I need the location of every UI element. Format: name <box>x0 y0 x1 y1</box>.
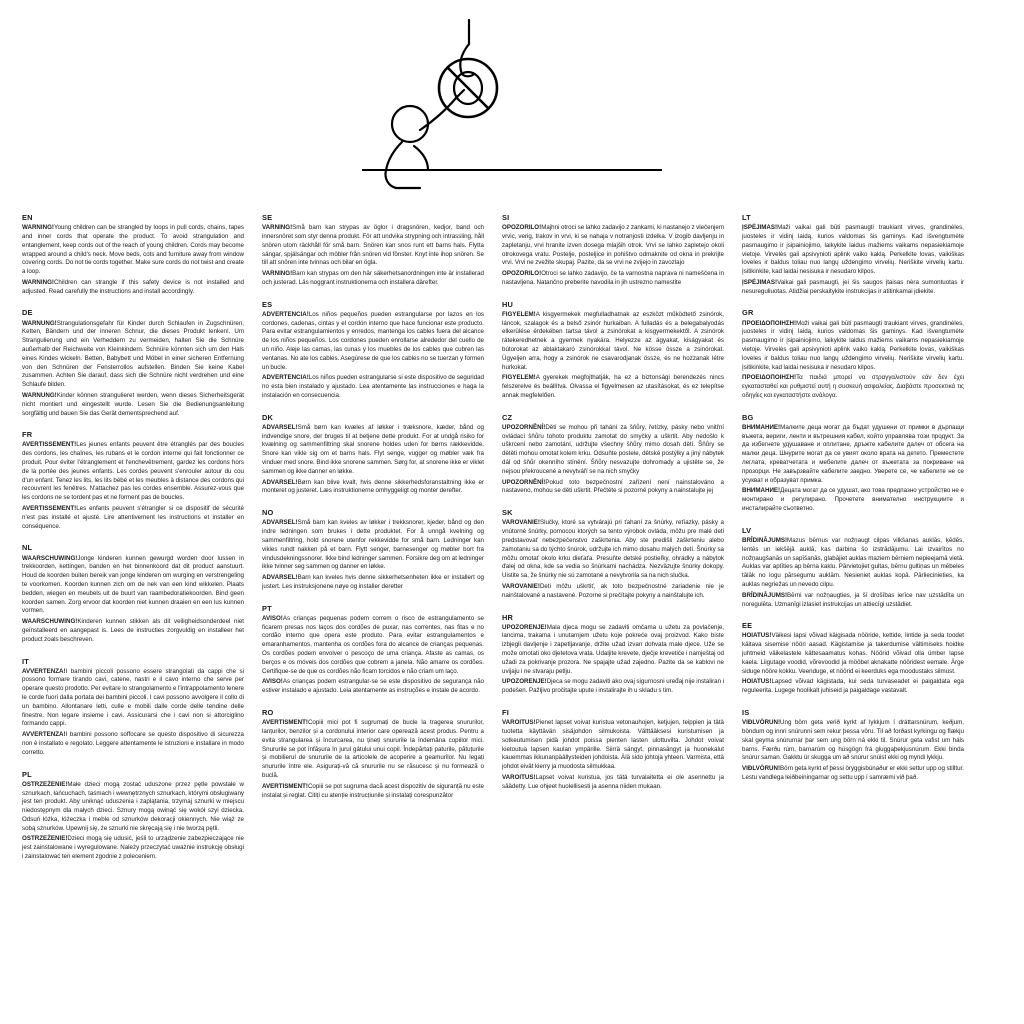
language-code: EN <box>22 213 33 222</box>
warning-body: Copiii se pot sugruma dacă acest dispozitiv de siguranță nu este instalat și reglat. Citiți cu atenție instrucțiunile și instalați corespunzător <box>262 782 484 799</box>
warning-body: Lapsed võivad kägistada, kui seda turvaseadet ei paigaldata ega reguleerita. Lugege hoolikalt juhiseid ja paigaldage vastavalt. <box>742 678 964 695</box>
language-block-es <box>262 299 484 401</box>
warning-heading: OSTRZEŻENIE! <box>22 780 68 788</box>
warning-heading: BRĪDINĀJUMS! <box>742 591 788 599</box>
warning-body: Majhni otroci se lahko zadavijo z zankami, ki nastanejo z vlečenjem vrvic, verig, trakov in vrvi, ki se nahaja v notranjosti izdelka. V izogib davljenju in zapletanju, vrvi hranite izven dosega mlajših otrok. Vrvi se lahko zapletejo okoli otrokovega vratu. Postelje, posteljice in pohištvo odmaknite od okna in prekrijte vrvi. Vrvi ne zvežite skupaj. Pazite, da se vrvi ne zvijejo in zavozlajo <box>502 224 724 267</box>
language-code: IT <box>22 656 29 666</box>
warning-body: Los niños pueden estrangularse si este dispositivo de seguridad no esta bien instalado y ajustado. Lea atentamente las instrucciones e haga la instalación en consecuencia. <box>262 374 484 399</box>
language-block-ro <box>262 707 484 800</box>
warning-body: Children can strangle if this safety device is not installed and adjusted. Read carefully the instructions and install accordingly. <box>22 278 244 295</box>
language-code: DE <box>22 308 33 318</box>
warning-body: Децата могат да се удушат, ако това предпазно устройство не е монтирано и регулирано. Прочетете внимателно инструкциите и инсталирайте съответно. <box>742 487 964 513</box>
warning-paragraph <box>742 592 964 610</box>
warning-paragraph <box>262 678 484 696</box>
warning-paragraph <box>22 392 244 418</box>
warning-heading: WAARSCHUWING! <box>22 618 78 626</box>
warning-heading: AVERTISSEMENT! <box>22 505 77 513</box>
warning-paragraph <box>22 781 244 834</box>
warning-body: Små barn kan strypas av öglor i dragsnören, kedjor, band och innersnöret som styr denna produkt. För att undvika strypning och intrassling, håll snören utom räckhåll för små barn. Snören kan snos runt ett barns hals. Flytta sängar, spjälsängar och möbler från snören vid fönster. Knyt inte ihop snören. Se till att snören inte tvinnas och bilar en ögla. <box>262 224 484 267</box>
language-block-sk <box>502 507 724 600</box>
warning-paragraph <box>742 374 964 400</box>
warning-heading: HOIATUS! <box>742 678 772 686</box>
warning-body: Pokud toto bezpečnostní zařízení není nainstalováno a nastaveno, mohou se děti uškrtit. Přečtěte si pozorně pokyny a nainstalujte jej <box>502 478 724 495</box>
language-code: EE <box>742 621 753 631</box>
warning-body: Pienet lapset voivat kuristua vetonauhojen, ketjujen, teippien ja tätä tuotetta käyttävän sisäjohdon silmukoista. Välttääksesi kuristumisen ja sotkeutumisen pidä johdot poissa pienten lasten ulottuvilta. Johdot voivat kietoutua lapsen kaulan ympärille. Siirrä sängyt, pinnasängyt ja huonekalut kauemmas ikkunanpäällysteiden johdoista. Älä sido johtoja yhteen. Varmista, että johdot eivät kierry ja muodosta silmukkaa. <box>502 719 724 771</box>
language-code: FI <box>502 708 509 718</box>
warning-body: A kisgyermekek megfulladhatnak az eszközt működtető zsinórok, láncok, szalagok és a belső zsinór hurkaiban. A fulladás és a belegabalyodás elkerülése érdekében tartsa távol a zsinórokat a kisgyermekektől. A zsinórok rátekeredhetnek a gyermek nyakára. Helyezze az ágyakat, kiságyakat és bútorokat az ablaktakaró zsinórokkal távol. Ne kösse össze a zsinórokat. Ügyeljen arra, hogy a zsinórok ne csavarodjanak össze, és ne hozzanak létre hurkokat. <box>502 310 724 371</box>
warning-heading: UPOZORNĚNÍ! <box>502 478 546 486</box>
warning-paragraph <box>22 731 244 757</box>
warning-paragraph <box>262 574 484 592</box>
warning-body: Slučky, ktoré sa vytvárajú pri ťahaní za šnúrky, reťiazky, pásky a vnútorné šnúrky, pomocou ktorých sa tento výrobok ovláda, môžu pre malé deti predstavovať nebezpečenstvo zaškrtenia. Aby ste predišli zaškrteniu alebo zamotaniu sa do týchto šnúrok, udržujte ich mimo dosahu malých detí. Šnúrky sa môžu omotať okolo krku dieťaťa. Presuňte detské postieľky, ohrádky a nábytok ďalej od okna, kde sa vedia so šnúrkami nachádza. Nezväzujte šnúrky dokopy. Uistite sa, že šnúrky nie sú zamotané a nevytvorila sa na nich slučka. <box>502 519 724 580</box>
language-block-pt <box>262 603 484 696</box>
language-block-fr <box>22 429 244 531</box>
warning-body: Kinder können strangulieret werden, wenn dieses Sicherheitsgerät nicht montiert und eingestellt wurde. Lesen Sie die Bedienungsanleitung sorgfältig und bauen Sie das Gerät dementsprechend auf. <box>22 391 244 417</box>
warning-heading: VAROVANIE! <box>502 519 540 527</box>
warning-paragraph <box>742 320 964 373</box>
language-block-it <box>22 656 244 758</box>
language-block-pl <box>22 769 244 862</box>
warning-paragraph <box>502 519 724 581</box>
warning-paragraph <box>502 374 724 400</box>
language-code: CZ <box>502 412 513 422</box>
language-code: SI <box>502 213 510 222</box>
warning-paragraph <box>742 632 964 676</box>
warning-paragraph <box>262 270 484 288</box>
warning-heading: ADVERTENCIA! <box>262 310 309 318</box>
warning-body: I bambini possono soffocare se questo dispositivo di sicurezza non è installato e regolato. Leggere attentamente le istruzioni e installare in modo corretto. <box>22 731 244 756</box>
warning-paragraph <box>262 479 484 497</box>
warning-heading: ADVARSEL! <box>262 519 298 527</box>
warning-body: Copiii mici pot fi sugrumați de bucle la tragerea snururilor, lanțurilor, benzilor și a cordonului interior care operează acest produs. Pentru a evita strangularea și încurcarea, nu țineți snururile la îndemâna copiilor mici. Snururile se pot înfășura în jurul gâtului unui copil. Îndepărtați paturile, pătuțurile și mobilierul de snururile de la articolele de acoperire a geamurilor. Nu legați snururile între ele. Asigurați-vă că snururile nu se răsucesc și nu formează o buclă. <box>262 719 484 779</box>
warning-body: As crianças podem estrangular-se se este dispositivo de segurança não estiver instalado e ajustado. Leia atentamente as instruções e instale de acordo. <box>262 678 484 695</box>
language-block-hu <box>502 299 724 401</box>
warning-paragraph <box>22 555 244 617</box>
warning-body: Young children can be strangled by loops in pull cords, chains, tapes and inner cords that operate the product. To avoid strangulation and entanglement, keep cords out of the reach of young children. Cords may become wrapped around a child's neck. Move beds, cots and furniture away from window covering cords. Do not tie cords together. Make sure cords do not twist and create a loop. <box>22 224 244 276</box>
warning-body: Jonge kinderen kunnen gewurgd worden door lussen in trekkoorden, kettingen, banden en het binnenkoord dat dit product aanstuurt. Houd de koorden buiten bereik van jonge kinderen om wurging en verstrengeling te voorkomen. Koorden kunnen zich om de nek van een kind wikkelen. Plaats bedden, wiegen en meubels uit de buurt van raambedoratiekoorden. Bind geen koorden samen. Zorg ervoor dat koorden niet kunnen draaien en een lus kunnen vormen. <box>22 554 244 615</box>
language-code: GR <box>742 308 754 318</box>
warning-body: Małe dzieci mogą zostać uduszone przez pętle powstałe w sznurkach, łańcuchach, taśmach i wewnętrznych sznurkach, którymi obsługiwany jest ten produkt. Aby uniknąć uduszenia i zaplątania, trzymaj sznurki w miejscu niedostępnym dla małych dzieci. Sznury mogą owinąć się wokół szyi dziecka. Odsuń łóżka, łóżeczka i meble od sznurków dekoracji okiennych. Nie wiąż ze sobą sznurków. Upewnij się, że sznurki nie skręcają się i nie tworzą pętli. <box>22 780 244 832</box>
warning-heading: WAARSCHUWING! <box>22 554 78 562</box>
warning-body: Τα παιδιά μπορεί να στραγγαλιστούν εάν δεν έχει εγκατασταθεί και ρυθμιστεί αυτή η συσκευή ασφαλείας. Διαβάστε προσεκτικά τις οδηγίες και εγκαταστήστε ανάλογα. <box>742 374 964 399</box>
warning-paragraph <box>502 624 724 677</box>
language-code: DK <box>262 412 274 422</box>
language-code: BG <box>742 412 754 422</box>
warning-paragraph <box>502 270 724 288</box>
warning-body: Barn kan strypas om den här säkerhetsanordningen inte är installerad och justerad. Läs noggrant instruktionerna och installera därefter. <box>262 270 484 286</box>
warning-body: Små børn kan kvæles af løkker i træksnore, kæder, bånd og indvendige snore, der bruges til at betjene dette produkt. For at undgå risiko for kvælning og sammenfiltring skal snorene holdes uden for børns rækkevidde. Snore kan vikle sig om et barns hals. Flyt senge, vugger og møbler væk fra vinduer med snore. Bind ikke snorene sammen. Sørg for, at snorene ikke er viklet sammen og ikke danner en løkke. <box>262 423 484 475</box>
warning-heading: WARNUNG! <box>22 319 57 327</box>
warning-heading: AVERTISMENT! <box>262 782 308 790</box>
child-strangulation-warning-pictogram <box>0 18 1024 203</box>
warning-column-1 <box>22 212 244 873</box>
warning-heading: ĮSPĖJIMAS! <box>742 278 778 286</box>
warning-body: Barn kan kveles hvis denne sikkerhetsenheten ikke er installert og justert. Les instruksjonene nøye og installer deretter <box>262 574 484 590</box>
warning-heading: ΠΡΟΕΙΔΟΠΟΙΗΣΗ! <box>742 374 797 382</box>
warning-paragraph <box>502 678 724 696</box>
warning-heading: VIÐLVÖRUN! <box>742 719 781 727</box>
warning-body: Deti môžu uškrtiť, ak toto bezpečnostné zariadenie nie je nainštalované a nastavené. Pozorne si prečítajte pokyny a nainštalujte ich. <box>502 582 724 599</box>
warning-body: Les enfants peuvent s'étrangler si ce dispositif de sécurité n'est pas installé et ajusté. Lire attentivement les instructions et installer en conséquence. <box>22 505 244 530</box>
warning-heading: WARNUNG! <box>22 391 57 399</box>
language-code: PT <box>262 603 272 613</box>
warning-body: Strangulationsgefahr für Kinder durch Schlaufen in Zugschnüren, Ketten, Bändern und der inneren Schnur, die dieses Produkt lenken!. Um Strangulierung und ein Verheddern zu vermeiden, halten Sie die Schnüre außerhalb der Reichweite von Kleinkindern. Schnüre könnten sich um den Hals eines Kindes wickeln. Betten, Babybett und Möbel in einer sicheren Entfernung von den Schnüren der Fensterrollos aufstellen. Binden Sie keine Kabel zusammen. Achten Sie darauf, dass sich die Schnüre nicht verdrehen und eine Schlaufe bilden. <box>22 319 244 389</box>
warning-body: Maži vaikai gali būti pasmaugti traukiant virves, grandinėles, juosteles ir vidinį laidą, kurios valdomas šis gaminys. Kad išvengtumėte pasmaugimo ir įsipainiojimo, laikykite laidus mažiems vaikams nepasiekiamoje vietoje. Virvelės gali apsivynioti aplink vaiko kaklą. Perkelkite lovas, vaikiškas loveles ir baldus toliau nuo langų uždengimo virvelių. Neriškite virvelių kartu. Įsitikinkite, kad laidai nesisuka ir nesudaro kilpos. <box>742 224 964 276</box>
warning-paragraph <box>262 224 484 268</box>
language-code: SE <box>262 213 273 222</box>
warning-heading: UPOZORENJE! <box>502 623 547 631</box>
warning-paragraph <box>262 311 484 373</box>
warning-paragraph <box>742 719 964 763</box>
warning-body: Börn geta kyrkt ef þessi öryggisbúnaður er ekki settur upp og stilltur. Lestu vandlega leiðbeiningarnar og settu upp í samræmi við það. <box>742 765 964 781</box>
warning-heading: VAROITUS! <box>502 719 536 727</box>
warning-paragraph <box>742 678 964 696</box>
warning-body: Børn kan blive kvalt, hvis denne sikkerhedsforanstaltning ikke er monteret og justeret. Læs instruktionerne omhyggeligt og monter derefter. <box>262 478 484 495</box>
language-block-lv <box>742 525 964 609</box>
language-block-fi <box>502 707 724 791</box>
warning-paragraph <box>742 224 964 277</box>
warning-heading: VAROITUS! <box>502 773 536 781</box>
warning-paragraph <box>502 424 724 477</box>
warning-heading: VIÐLVÖRUN! <box>742 765 781 773</box>
warning-heading: ADVARSEL! <box>262 423 298 431</box>
warning-column-4 <box>742 212 964 794</box>
warning-heading: AVVERTENZA! <box>22 731 66 739</box>
warning-paragraph <box>742 279 964 297</box>
language-block-nl <box>22 542 244 644</box>
warning-paragraph <box>22 441 244 503</box>
language-block-en <box>22 212 244 296</box>
warning-heading: BRĪDINĀJUMS! <box>742 536 788 544</box>
warning-heading: AVISO! <box>262 614 283 622</box>
language-code: HR <box>502 612 514 622</box>
warning-paragraph <box>22 505 244 531</box>
warning-heading: OSTRZEŻENIE! <box>22 835 68 843</box>
warning-paragraph <box>262 374 484 400</box>
language-block-cz <box>502 412 724 496</box>
warning-paragraph <box>502 311 724 373</box>
warning-paragraph <box>262 615 484 677</box>
warning-body: Väikesi lapsi võivad käigisada nööride, kettide, lintide ja seda toodet käitava sisemise nööri aasad. Kägistamise ja takerdumise vältimiseks hoidke juhtmeid väikelastele kättesaamatus kohas. Nöörid võivad olla ümber lapse kaela. Liigutage voodid, võrevoodid ja mööbel aknakatte nööridest eemale. Ärge siduge nööre kokku. Veenduge, et nöörid ei keerduks ega moodustaks silmust. <box>742 632 964 675</box>
warning-heading: FIGYELEM! <box>502 374 536 382</box>
warning-heading: VAROVANIE! <box>502 582 540 590</box>
warning-body: Los niños pequeños pueden estrangularse por lazos en los cordones, cadenas, cintas y el cordón interno que hace funcionar este producto. Para evitar estrangulamientos y enredos, mantenga los cables fuera del alcance de los niños pequeños. Los cordones pueden enrollarse alrededor del cuello de un niño. Aleje las camas, las cunas y los muebles de los cables que cubren las ventanas. No ate los cables. Asegúrese de que los cables no se tuerzan y formen un bucle. <box>262 310 484 371</box>
language-block-ee <box>742 620 964 696</box>
warning-paragraph <box>22 279 244 297</box>
warning-body: Mala djeca mogu se zadaviti omčama u užetu za povlačenje, lancima, trakama i unutarnjem užetu koje pokreće ovaj proizvod. Kako biste izbjegli davljenje i zapetljavanje, držite užad izvan dohvata male djece. Uže se može omotati oko djetetova vrata. Udaljite krevete, dječje krevetiće i namještaj od užadi za pokrivanje prozora. Ne spajajte užad zajedno. Pazite da se kablovi ne uvijaju i ne stvaraju petlju. <box>502 623 724 675</box>
warning-paragraph <box>262 783 484 801</box>
language-code: LT <box>742 213 751 222</box>
warning-body: Bērni var nožņaugties, ja šī drošības ierīce nav uzstādīta un noregulēta. Uzmanīgi izlasiet instrukcijas un attiecīgi uzstādiet. <box>742 591 964 608</box>
warning-paragraph <box>262 519 484 572</box>
warning-body: Μαži vaikai gali būti pasmaugti traukiant virves, grandinėles, juosteles ir vidinį laidą, kurios valdomas šis gaminys. Kad išvengtumėte pasmaugimo ir įsipainiojimo, laikykite laidus mažiems vaikams nepasiekiamoje vietoje. Virvelės gali apsivynioti aplink vaiko kaklą. Perkelkite lovas, vaikiškas loveles ir baldus toliau nuo langų uždengimo virvelių. Neriškite virvelių kartu. Įsitikinkite, kad laidai nesisuka ir nesudaro kilpos. <box>742 319 964 371</box>
language-code: HU <box>502 299 514 309</box>
warning-paragraph <box>742 487 964 513</box>
warning-paragraph <box>22 320 244 390</box>
warning-heading: HOIATUS! <box>742 632 772 640</box>
language-code: NL <box>22 543 33 553</box>
warning-paragraph <box>22 224 244 277</box>
warning-text-columns <box>0 212 1024 873</box>
warning-body: Kinderen kunnen stikken als dit veiligheidsonderdeel niet geïnstalleerd en aangepast is. Lees de instructies zorgvuldig en installeer het product zoals beschreven. <box>22 618 244 643</box>
warning-body: Otroci se lahko zadavijo, če ta varnostna naprava ni nameščena in nastavljena. Natančno preberite navodila in jih ustrezno namestite <box>502 270 724 286</box>
language-block-dk <box>262 412 484 496</box>
warning-body: Les jeunes enfants peuvent être étranglés par des boucles des cordons, les chaînes, les rubans et le cordon interne qui fait fonctionner ce produit. Pour éviter l'étranglement et l'enchevêtrement, gardez les cordons hors de la portée des jeunes enfants. Les cordes peuvent s'enrouler autour du cou d'un enfant. Tenez les lits, les lits bébé et les meubles à distance des cordons qui recouvrent les fenêtres. N'attachez pas les cordes ensemble. Assurez-vous que les cordons ne se tordent pas et ne forment pas de boucles. <box>22 441 244 502</box>
warning-heading: UPOZORENJE! <box>502 678 547 686</box>
warning-heading: WARNING! <box>22 224 54 232</box>
language-block-gr <box>742 307 964 400</box>
warning-heading: ADVARSEL! <box>262 478 298 486</box>
language-block-si <box>502 212 724 288</box>
warning-paragraph <box>22 668 244 730</box>
language-block-de <box>22 307 244 418</box>
warning-body: Děti se mohou při tahání za šňůry, řetízky, pásky nebo vnitřní ovládací šňůru tohoto produktu zamotat do smyčky a uškrtit. Aby nedošlo k uškrcení nebo zamotání, udržujte všechny šňůry mimo dosah dětí. Šňůry se dětěti mohou omotat kolem krku. Odsuňte postele, dětské postýlky a jiný nábytek dál od šňůr okenního stínění. Šňůry nesvazujte dohromady a ujistěte se, že nejsou překroucené a nevytváří se na nich smyčky <box>502 423 724 475</box>
language-code: NO <box>262 508 274 518</box>
warning-heading: ADVERTENCIA! <box>262 374 309 382</box>
warning-body: Små barn kan kveles av løkker i trekksnorer, kjeder, bånd og den indre ledningen som brukes i dette produktet. For å unngå kvelning og sammenfiltring, hold snorene utenfor rekkevidde for små barn. Ledninger kan vikles rundt nakken på et barn. Flytt senger, barnesenger og møbler bort fra vindusdekningssnorer. Ikke bind ledninger sammen. Forsikre deg om at ledninger ikke tvinner seg sammen og danner en løkke. <box>262 519 484 571</box>
warning-body: Lapset voivat kuristua, jos tätä turvalaitetta ei ole asennettu ja säädetty. Lue ohjeet huolellisesti ja asenna niiden mukaan. <box>502 773 724 790</box>
warning-paragraph <box>742 765 964 783</box>
language-block-se <box>262 212 484 288</box>
warning-heading: ΠΡΟΕΙΔΟΠΟΙΗΣΗ! <box>742 319 797 327</box>
warning-heading: WARNING! <box>22 278 54 286</box>
warning-heading: VARNING! <box>262 224 293 232</box>
warning-paragraph <box>502 224 724 268</box>
warning-heading: OPOZORILO! <box>502 224 542 232</box>
language-code: SK <box>502 508 513 518</box>
language-code: RO <box>262 708 274 718</box>
warning-heading: OPOZORILO! <box>502 270 542 278</box>
language-block-no <box>262 507 484 591</box>
warning-heading: ADVARSEL! <box>262 574 298 582</box>
warning-body: Mazus bērnus var nožņaugt cilpas vilkšanas auklās, ķēdēs, lentēs un iekšējā auklā, kas darbina šo izstrādājumu. Lai izvairītos no nožņaugšanās un sapīšanās, glabājiet auklas maziem bērniem nepieejamā vietā. Auklas var aptīties ap bērna kaklu. Pārvietojiet gultas, bērnu gultiņas un mēbeles tālāk no logu pārsegumu auklām. Nesieniet auklas kopā. Pārliecinieties, ka auklas negriežas un nevedo cilpu. <box>742 536 964 588</box>
warning-column-3 <box>502 212 724 803</box>
warning-body: Djeca se mogu zadaviti ako ovaj sigurnosni uređaj nije instaliran i podešen. Pažljivo pročitajte upute i instalirajte ih u skladu s tim. <box>502 678 724 695</box>
warning-paragraph <box>22 618 244 644</box>
warning-body: Малките деца могат да бъдат удушени от примки в дърпащи въжета, вериги, ленти и вътрешния кабел, който управлява този продукт. За да избегнете удушаване и оплитане, дръжте кабелите далеч от обсега на малки деца. Шнурите могат да се увият около врата на детето. Преместете леглата, креватчетата и мебелите далеч от въжетата за покриване на прозорци. Не завързвайте кабелите заедно. Уверете се, че кабелите не се усукват и образуват примка. <box>742 423 964 484</box>
warning-paragraph <box>502 583 724 601</box>
warning-paragraph <box>262 424 484 477</box>
warning-heading: ВНИМАНИЕ! <box>742 487 781 495</box>
warning-heading: AVERTISSEMENT! <box>22 441 77 449</box>
warning-body: Dzieci mogą się udusić, jeśli to urządzenie zabezpieczające nie jest zainstalowane i wyregulowane. Należy przeczytać uważnie instrukcję obsługi i zainstalować ten element zgodnie z poleceniem. <box>22 835 244 861</box>
warning-body: Ung börn geta verið kyrkt af lykkjum í dráttarsnúrum, keðjum, böndum og innri snúrunni sem rekur þessa vöru. Til að forðast kyrkingu og flækju skal geyma snúrurnar þar sem ung börn ná ekki til. Snúrur geta vafist um háls barns. Færðu rúm, barnarúm og húsgögn frá gluggaþekjusnúrum. Ekki binda snúrur saman. Gakktu úr skugga um að snúrur snúist ekki og myndi lykkju. <box>742 719 964 762</box>
language-code: PL <box>22 769 32 779</box>
warning-body: I bambini piccoli possono essere strangolati da cappi che si possono formare tirando cavi, catene, nastri e il cavo interno che serve per operare questo prodotto. Per evitare lo strangolamento e l'intrappolamento tenere le corde fuori dalla portata dei bambini piccoli. I cavi possono avvolgere il collo di un bambino. Allontanare letti, culle e mobili dalle corde delle tendine delle finestre. Non legare insieme i cavi. Assicurarsi che i cavi non si attorciglino formando cappi. <box>22 667 244 728</box>
warning-heading: AVVERTENZA! <box>22 667 66 675</box>
warning-heading: ВНИМАНИЕ! <box>742 423 781 431</box>
warning-paragraph <box>502 774 724 792</box>
warning-heading: ĮSPĖJIMAS! <box>742 224 778 232</box>
language-code: FR <box>22 430 33 440</box>
warning-paragraph <box>502 719 724 772</box>
warning-paragraph <box>742 424 964 486</box>
language-block-hr <box>502 612 724 696</box>
warning-heading: FIGYELEM! <box>502 310 536 318</box>
language-code: ES <box>262 299 273 309</box>
warning-body: A gyerekek megfojthatják, ha ez a biztonsági berendezés nincs felszerelve és beállítva. Olvassa el figyelmesen az utasításokat, és ez telepítse annak megfelelően. <box>502 374 724 399</box>
warning-heading: VARNING! <box>262 270 293 278</box>
language-block-is <box>742 707 964 783</box>
language-block-lt <box>742 212 964 296</box>
warning-heading: AVERTISMENT! <box>262 719 308 727</box>
warning-paragraph <box>742 537 964 590</box>
warning-heading: UPOZORNĚNÍ! <box>502 423 546 431</box>
warning-paragraph <box>502 479 724 497</box>
language-code: LV <box>742 525 752 535</box>
language-code: IS <box>742 708 750 718</box>
warning-paragraph <box>22 835 244 861</box>
language-block-bg <box>742 412 964 514</box>
warning-heading: AVISO! <box>262 678 283 686</box>
warning-column-2 <box>262 212 484 811</box>
warning-body: Vaikai gali pasmaugti, jei šis saugos įtaisas nėra sumontuotas ir nesureguliuotas. Atidžiai perskaitykite instrukcijas ir atitinkamai įdiekite. <box>742 278 964 295</box>
warning-body: As crianças pequenas podem correm o risco de estrangulamento se ficarem presas nos laços dos cordões de puxar, nas correntes, nas fitas e no cordão interno que opera este produto. Para evitar estrangulamentos e emaranhamentos, mantenha os cordões fora do alcance de crianças pequenas. Os cordões podem envolver o pescoço de uma criança. Afaste as camas, os berços e os móveis dos cordões que cobrem a janela. Não amarre os cordões. Certifique-se de que os cordões não ficam torcidos e não criam um laço. <box>262 614 484 675</box>
warning-paragraph <box>262 719 484 781</box>
